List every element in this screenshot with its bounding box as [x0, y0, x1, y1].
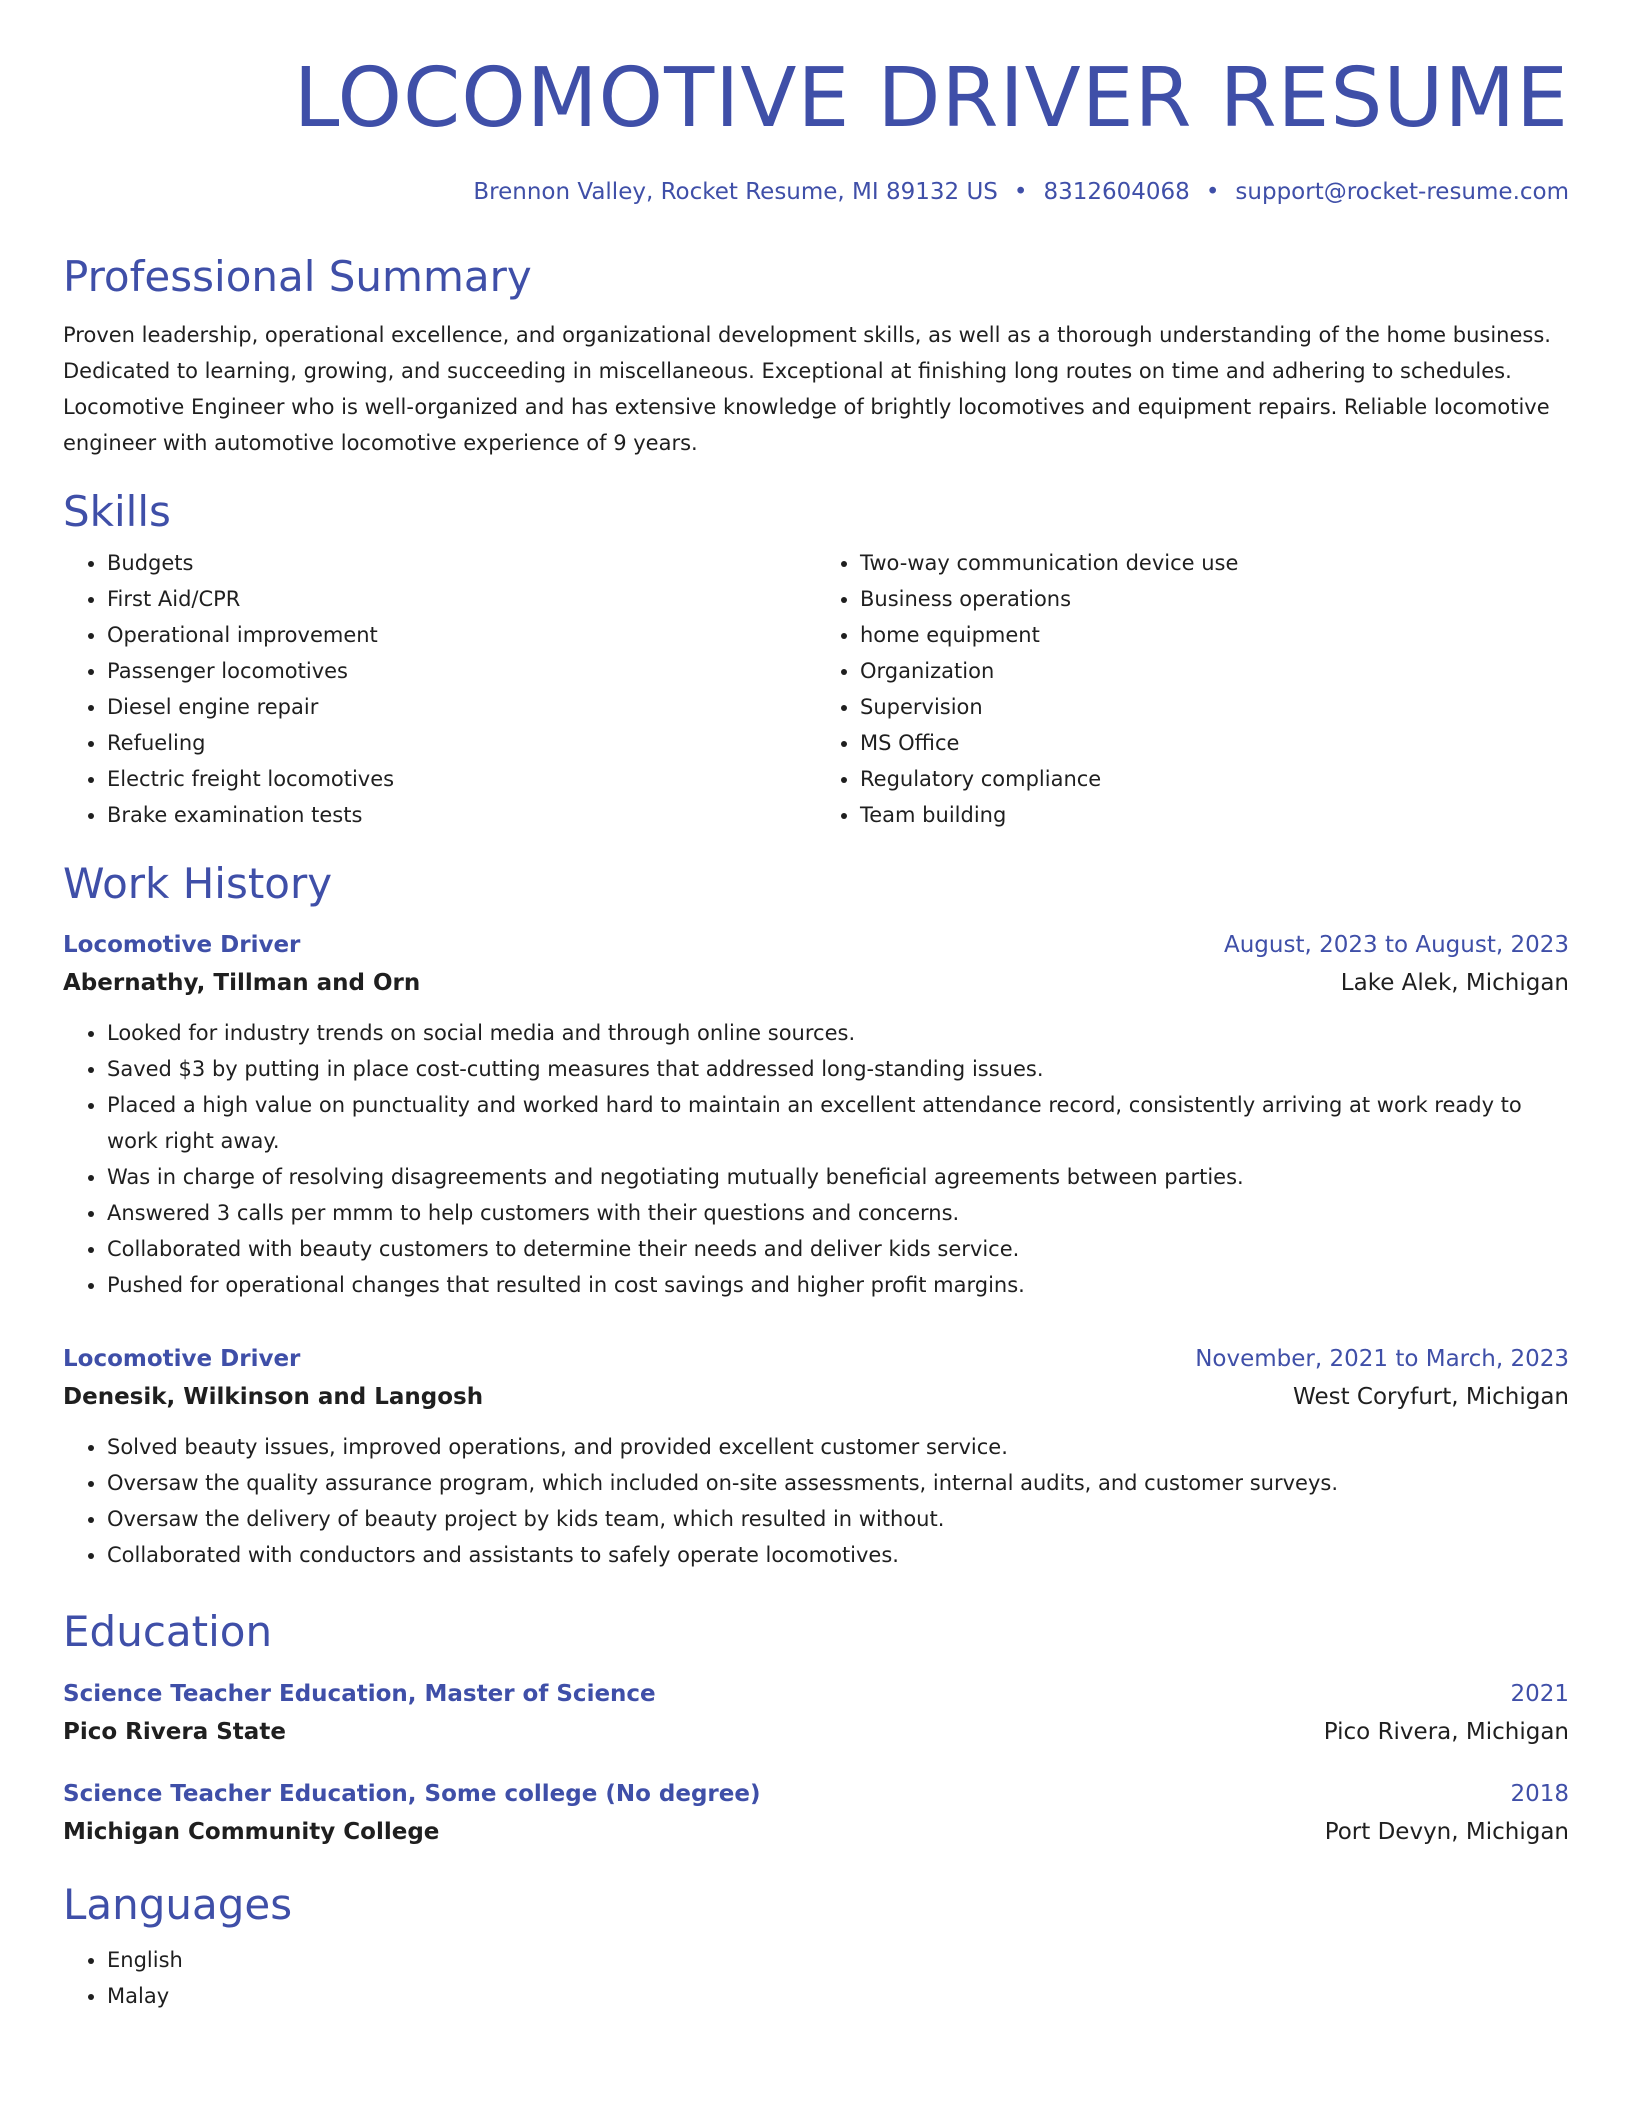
- education-header: [63, 1676, 1569, 1712]
- duty-item: • Oversaw the quality assurance program, which included on-site assessments, internal audits, and customer surveys.: [107, 1465, 1569, 1501]
- contact-phone: 8312604068: [1043, 179, 1190, 206]
- duty-item: • Looked for industry trends on social media and through online sources.: [107, 1015, 1569, 1051]
- skills-heading: Skills: [63, 486, 171, 536]
- education-year: 2018: [1510, 1780, 1569, 1807]
- skill-item: • Brake examination tests: [107, 797, 816, 833]
- education-school: Michigan Community College: [63, 1818, 440, 1845]
- duty-item: • Solved beauty issues, improved operations, and provided excellent customer service.: [107, 1429, 1569, 1465]
- work-history-heading: Work History: [63, 859, 333, 909]
- contact-separator: •: [1205, 179, 1220, 206]
- education-header: [63, 1776, 1569, 1812]
- job-title: Locomotive Driver: [63, 932, 301, 959]
- education-subheader: [63, 1712, 1569, 1752]
- education-year: 2021: [1510, 1680, 1569, 1707]
- languages-heading: Languages: [63, 1879, 293, 1929]
- skill-item: • Supervision: [860, 689, 1569, 725]
- job-company: Denesik, Wilkinson and Langosh: [63, 1384, 484, 1411]
- duty-item: • Answered 3 calls per mmm to help customers with their questions and concerns.: [107, 1195, 1569, 1231]
- skill-item: • Team building: [860, 797, 1569, 833]
- education-location: Pico Rivera, Michigan: [1323, 1718, 1569, 1745]
- job-header: [63, 1341, 1569, 1377]
- duty-item: • Collaborated with beauty customers to determine their needs and deliver kids service.: [107, 1231, 1569, 1267]
- education-subheader: [63, 1812, 1569, 1852]
- education-degree: Science Teacher Education, Some college (No degree): [63, 1780, 761, 1807]
- skill-item: • First Aid/CPR: [107, 581, 816, 617]
- skills-list-left: [63, 545, 816, 833]
- job-dates: August, 2023 to August, 2023: [1224, 932, 1569, 959]
- skill-item: • Refueling: [107, 725, 816, 761]
- skills-columns: [63, 545, 1569, 833]
- duty-item: • Collaborated with conductors and assistants to safely operate locomotives.: [107, 1537, 1569, 1573]
- languages-list: [63, 1942, 1569, 2014]
- resume-title: LOCOMOTIVE DRIVER RESUME: [293, 51, 1569, 146]
- contact-address: Brennon Valley, Rocket Resume, MI 89132 US: [473, 179, 998, 206]
- education-school: Pico Rivera State: [63, 1718, 286, 1745]
- job-header: [63, 927, 1569, 963]
- contact-email[interactable]: support@rocket-resume.com: [1235, 179, 1569, 206]
- education-location: Port Devyn, Michigan: [1324, 1818, 1569, 1845]
- job-location: Lake Alek, Michigan: [1340, 970, 1569, 997]
- job-location: West Coryfurt, Michigan: [1293, 1384, 1569, 1411]
- job-entry: [63, 927, 1569, 1303]
- skill-item: • Organization: [860, 653, 1569, 689]
- job-duties: [63, 1429, 1569, 1573]
- skill-item: • Diesel engine repair: [107, 689, 816, 725]
- summary-text: Proven leadership, operational excellence, and organizational development skills, as well as a thorough understanding of the home business. Dedicated to learning, growing, and succeeding in miscellaneous. Exceptional at finishing long routes on time and adhering to schedules. Locomotive Engineer who is well-organized and has extensive knowledge of brightly locomotives and equipment repairs. Reliable locomotive engineer with automotive locomotive experience of 9 years.: [63, 322, 1551, 455]
- job-duties: [63, 1015, 1569, 1303]
- duty-item: • Was in charge of resolving disagreements and negotiating mutually beneficial agreements between parties.: [107, 1159, 1569, 1195]
- duty-item: • Pushed for operational changes that resulted in cost savings and higher profit margins.: [107, 1267, 1569, 1303]
- job-company: Abernathy, Tillman and Orn: [63, 970, 421, 997]
- skill-item: • Regulatory compliance: [860, 761, 1569, 797]
- skill-item: • home equipment: [860, 617, 1569, 653]
- skill-item: • Passenger locomotives: [107, 653, 816, 689]
- education-degree: Science Teacher Education, Master of Science: [63, 1680, 656, 1707]
- languages-section: [63, 1942, 1569, 2014]
- summary-heading: Professional Summary: [63, 252, 532, 302]
- skill-item: • Operational improvement: [107, 617, 816, 653]
- skill-item: • Business operations: [860, 581, 1569, 617]
- language-item: • English: [107, 1942, 1569, 1978]
- skill-item: • MS Office: [860, 725, 1569, 761]
- job-title: Locomotive Driver: [63, 1346, 301, 1373]
- duty-item: • Saved $3 by putting in place cost-cutting measures that addressed long-standing issues.: [107, 1051, 1569, 1087]
- job-dates: November, 2021 to March, 2023: [1195, 1346, 1569, 1373]
- contact-line: [63, 178, 1569, 208]
- education-heading: Education: [63, 1607, 273, 1657]
- skills-list-right: [816, 545, 1569, 833]
- education-entry: [63, 1676, 1569, 1752]
- job-entry: [63, 1341, 1569, 1573]
- education-entry: [63, 1776, 1569, 1852]
- duty-item: • Placed a high value on punctuality and worked hard to maintain an excellent attendance record, consistently arriving at work ready to work right away.: [107, 1087, 1569, 1159]
- job-subheader: [63, 963, 1569, 1003]
- job-subheader: [63, 1377, 1569, 1417]
- contact-separator: •: [1013, 179, 1028, 206]
- duty-item: • Oversaw the delivery of beauty project by kids team, which resulted in without.: [107, 1501, 1569, 1537]
- skill-item: • Budgets: [107, 545, 816, 581]
- language-item: • Malay: [107, 1978, 1569, 2014]
- skill-item: • Two-way communication device use: [860, 545, 1569, 581]
- skill-item: • Electric freight locomotives: [107, 761, 816, 797]
